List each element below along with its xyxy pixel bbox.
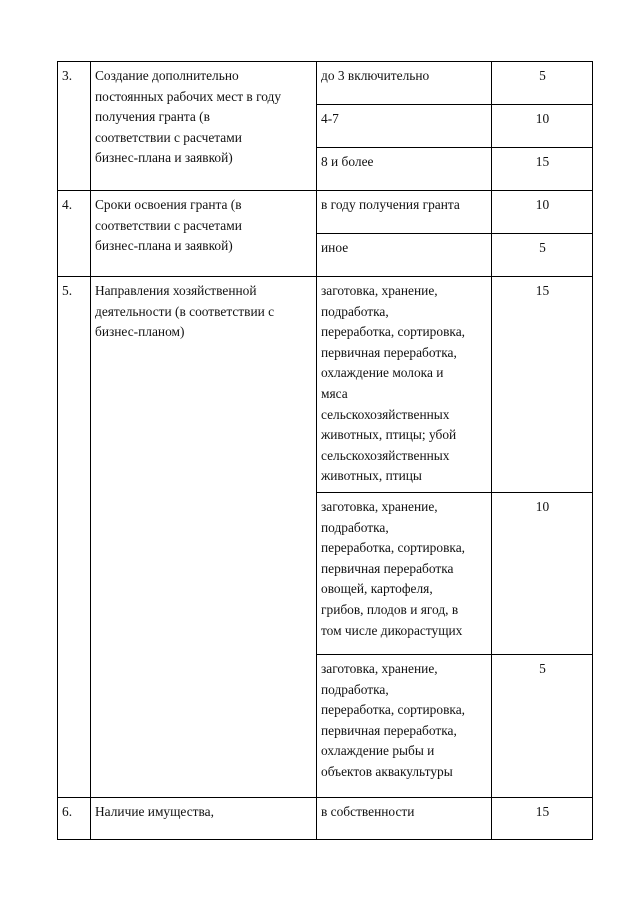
score-value: 10 <box>492 191 593 234</box>
condition-text: заготовка, хранение, подработка, переработка, сортировка, первичная переработка, охлаждение молока и мяса сельскохозяйственных животных, птицы; убой сельскохозяйственных животных, птицы <box>317 277 492 493</box>
condition-text: 8 и более <box>317 148 492 191</box>
score-value: 15 <box>492 798 593 840</box>
criteria-table <box>57 61 593 840</box>
criterion-text: Наличие имущества, <box>91 798 317 840</box>
criterion-text: Направления хозяйственной деятельности (в соответствии с бизнес-планом) <box>91 277 317 798</box>
condition-text: в собственности <box>317 798 492 840</box>
table-row <box>58 62 593 105</box>
score-value: 5 <box>492 655 593 798</box>
condition-text: до 3 включительно <box>317 62 492 105</box>
score-value: 15 <box>492 148 593 191</box>
row-number: 5. <box>58 277 91 798</box>
condition-text: в году получения гранта <box>317 191 492 234</box>
row-number: 3. <box>58 62 91 191</box>
condition-text: заготовка, хранение, подработка, переработка, сортировка, первичная переработка овощей, картофеля, грибов, плодов и ягод, в том числе дикорастущих <box>317 493 492 655</box>
score-value: 15 <box>492 277 593 493</box>
score-value: 10 <box>492 493 593 655</box>
table-row <box>58 191 593 234</box>
score-value: 5 <box>492 62 593 105</box>
criterion-text: Создание дополнительно постоянных рабочих мест в году получения гранта (в соответствии с расчетами бизнес-плана и заявкой) <box>91 62 317 191</box>
condition-text: заготовка, хранение, подработка, переработка, сортировка, первичная переработка, охлаждение рыбы и объектов аквакультуры <box>317 655 492 798</box>
row-number: 6. <box>58 798 91 840</box>
condition-text: 4-7 <box>317 105 492 148</box>
table-row <box>58 277 593 493</box>
score-value: 10 <box>492 105 593 148</box>
row-number: 4. <box>58 191 91 277</box>
criterion-text: Сроки освоения гранта (в соответствии с расчетами бизнес-плана и заявкой) <box>91 191 317 277</box>
condition-text: иное <box>317 234 492 277</box>
table-row <box>58 798 593 840</box>
score-value: 5 <box>492 234 593 277</box>
